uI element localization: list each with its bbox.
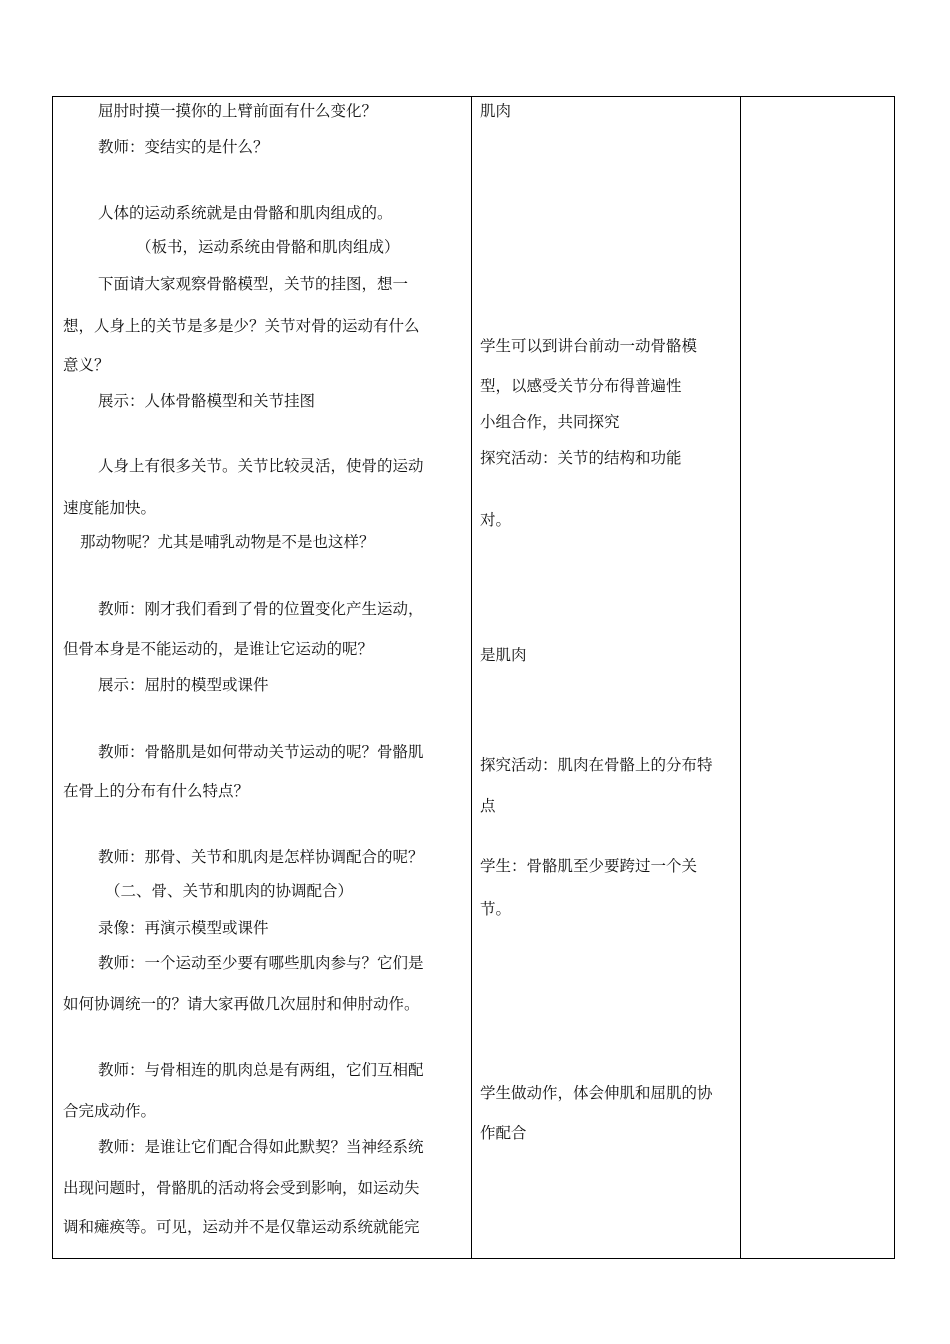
student-activity-cell (471, 97, 740, 1258)
text-line: 教师：那骨、关节和肌肉是怎样协调配合的呢？ (98, 848, 424, 866)
text-line: 教师：一个运动至少要有哪些肌肉参与？它们是 (98, 954, 424, 972)
text-line: 作配合 (480, 1124, 527, 1142)
text-line: 那动物呢？尤其是哺乳动物是不是也这样？ (80, 533, 375, 551)
text-line: 录像：再演示模型或课件 (98, 919, 269, 937)
text-line: 对。 (480, 511, 512, 529)
text-line: 教师：刚才我们看到了骨的位置变化产生运动， (98, 600, 424, 618)
text-line: 学生可以到讲台前动一动骨骼模 (480, 337, 698, 355)
text-line: （板书，运动系统由骨骼和肌肉组成） (136, 238, 400, 256)
text-line: 调和瘫痪等。可见，运动并不是仅靠运动系统就能完 (63, 1218, 420, 1236)
text-line: （二、骨、关节和肌肉的协调配合） (105, 882, 354, 900)
lesson-table (52, 96, 895, 1259)
teacher-activity-cell (53, 97, 471, 1258)
text-line: 屈肘时摸一摸你的上臂前面有什么变化？ (98, 102, 378, 120)
text-line: 教师：是谁让它们配合得如此默契？当神经系统 (98, 1138, 424, 1156)
text-line: 教师：与骨相连的肌肉总是有两组，它们互相配 (98, 1061, 424, 1079)
text-line: 如何协调统一的？请大家再做几次屈肘和伸肘动作。 (63, 995, 420, 1013)
text-line: 肌肉 (480, 102, 512, 120)
text-line: 是肌肉 (480, 646, 527, 664)
text-line: 展示：人体骨骼模型和关节挂图 (98, 392, 316, 410)
text-line: 在骨上的分布有什么特点？ (63, 782, 250, 800)
text-line: 学生：骨骼肌至少要跨过一个关 (480, 857, 698, 875)
text-line: 探究活动：肌肉在骨骼上的分布特 (480, 756, 713, 774)
text-line: 型，以感受关节分布得普遍性 (480, 377, 682, 395)
text-line: 学生做动作，体会伸肌和屈肌的协 (480, 1084, 713, 1102)
text-line: 意义？ (63, 356, 110, 374)
text-line: 节。 (480, 900, 512, 918)
text-line: 人身上有很多关节。关节比较灵活，使骨的运动 (98, 457, 424, 475)
text-line: 点 (480, 797, 496, 815)
text-line: 教师：变结实的是什么？ (98, 138, 269, 156)
text-line: 小组合作，共同探究 (480, 413, 620, 431)
notes-cell (740, 97, 894, 1258)
text-line: 速度能加快。 (63, 499, 157, 517)
text-line: 展示：屈肘的模型或课件 (98, 676, 269, 694)
text-line: 出现问题时，骨骼肌的活动将会受到影响，如运动失 (63, 1179, 420, 1197)
text-line: 人体的运动系统就是由骨骼和肌肉组成的。 (98, 204, 393, 222)
text-line: 但骨本身是不能运动的，是谁让它运动的呢？ (63, 640, 374, 658)
text-line: 想，人身上的关节是多是少？关节对骨的运动有什么 (63, 317, 420, 335)
text-line: 教师：骨骼肌是如何带动关节运动的呢？骨骼肌 (98, 743, 424, 761)
text-line: 下面请大家观察骨骼模型，关节的挂图，想一 (98, 275, 409, 293)
text-line: 合完成动作。 (63, 1102, 157, 1120)
text-line: 探究活动：关节的结构和功能 (480, 449, 682, 467)
